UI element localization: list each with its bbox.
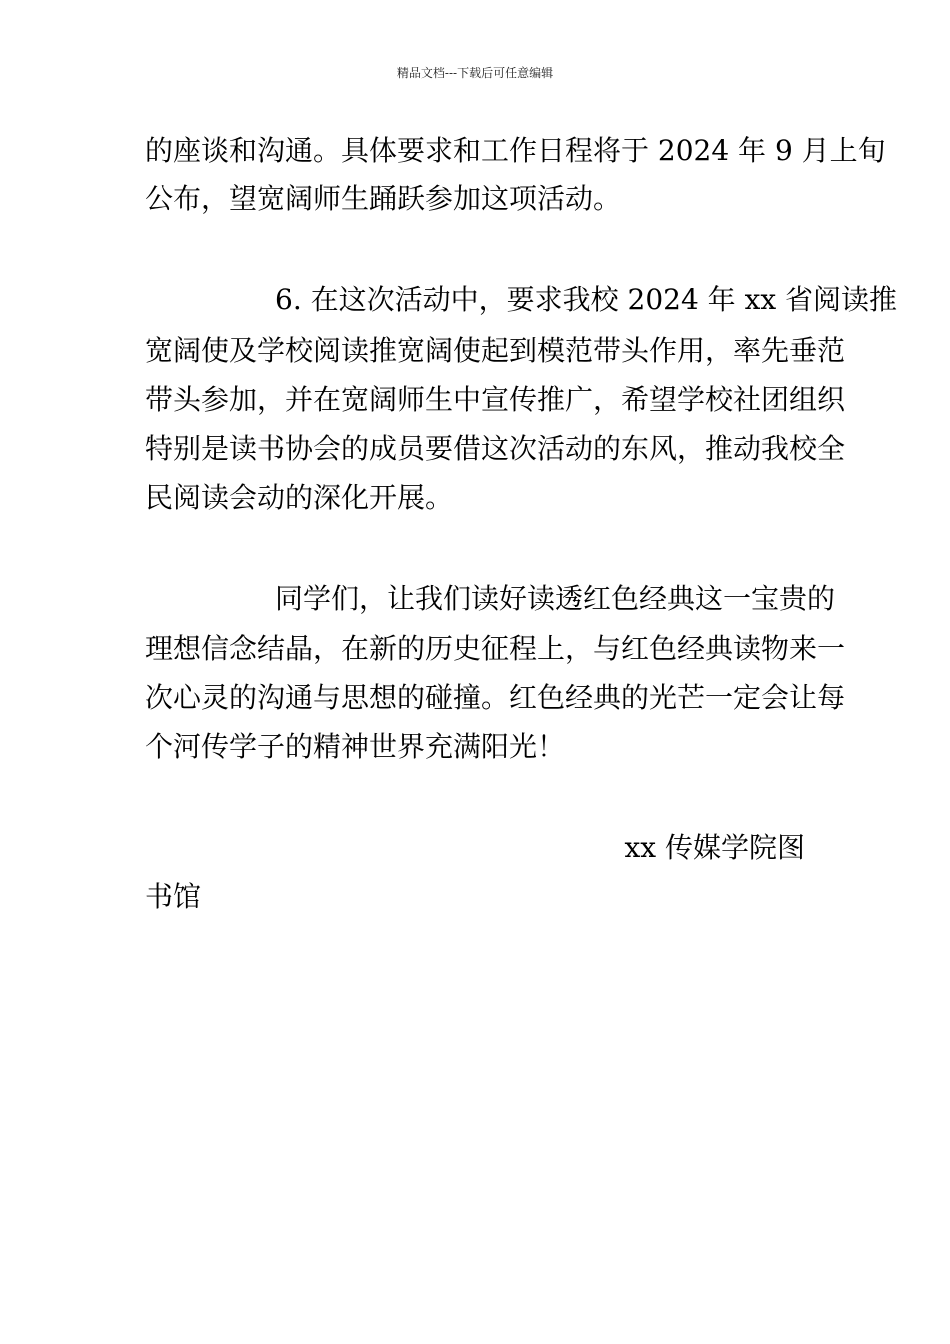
text-line: 理想信念结晶，在新的历史征程上，与红色经典读物来一 bbox=[145, 632, 846, 665]
text-line: 民阅读会动的深化开展。 bbox=[145, 481, 454, 514]
text-line: 次心灵的沟通与思想的碰撞。红色经典的光芒一定会让每 bbox=[145, 681, 846, 714]
text-line: 6. 在这次活动中，要求我校 2024 年 xx 省阅读推 bbox=[275, 283, 898, 316]
text-line: 同学们，让我们读好读透红色经典这一宝贵的 bbox=[275, 582, 836, 615]
signature-line: xx 传媒学院图 bbox=[624, 831, 805, 864]
text-line: 带头参加，并在宽阔师生中宣传推广，希望学校社团组织 bbox=[145, 383, 846, 416]
text-line: 特别是读书协会的成员要借这次活动的东风，推动我校全 bbox=[145, 432, 846, 465]
signature-line: 书馆 bbox=[145, 880, 202, 913]
text-line: 个河传学子的精神世界充满阳光！ bbox=[145, 730, 566, 763]
page-header: 精品文档---下载后可任意编辑 bbox=[396, 66, 554, 80]
text-line: 的座谈和沟通。具体要求和工作日程将于 2024 年 9 月上旬 bbox=[145, 134, 886, 167]
text-line: 公布，望宽阔师生踊跃参加这项活动。 bbox=[145, 182, 622, 215]
text-line: 宽阔使及学校阅读推宽阔使起到模范带头作用，率先垂范 bbox=[145, 334, 846, 367]
